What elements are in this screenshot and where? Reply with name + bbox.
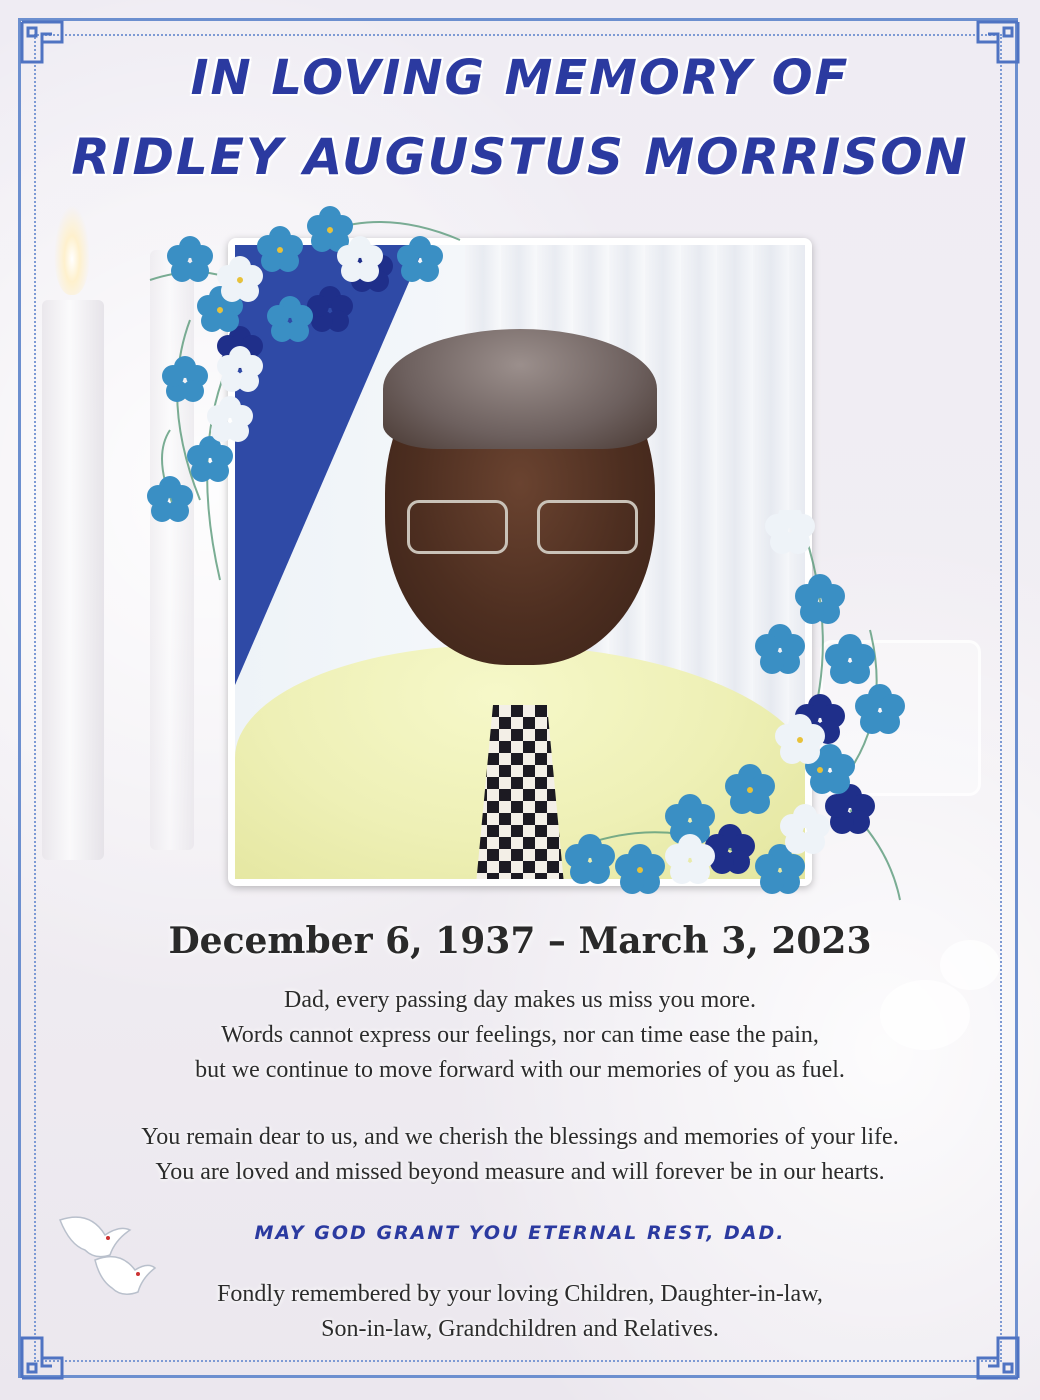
floral-ornament-icon (550, 510, 910, 920)
verse-line: You are loved and missed beyond measure and will forever be in our hearts. (155, 1159, 885, 1185)
title-heading: IN LOVING MEMORY OF (190, 50, 850, 106)
verse-line: but we continue to move forward with our memories of you as fuel. (195, 1057, 845, 1083)
signoff-paragraph (40, 1277, 1000, 1347)
signoff-line: Son-in-law, Grandchildren and Relatives. (321, 1316, 719, 1342)
signoff-line: Fondly remembered by your loving Children, Daughter-in-law, (217, 1281, 823, 1307)
verse-paragraph-2 (40, 1120, 1000, 1190)
prayer-line: MAY GOD GRANT YOU ETERNAL REST, DAD. (254, 1222, 786, 1244)
floral-ornament-icon (130, 200, 490, 600)
deceased-name: RIDLEY AUGUSTUS MORRISON (71, 128, 969, 186)
verse-line: Dad, every passing day makes us miss you more. (284, 987, 756, 1013)
life-dates: December 6, 1937 – March 3, 2023 (168, 920, 872, 962)
verse-paragraph-1 (40, 983, 1000, 1088)
verse-line: Words cannot express our feelings, nor can time ease the pain, (221, 1022, 819, 1048)
verse-line: You remain dear to us, and we cherish the blessings and memories of your life. (141, 1124, 899, 1150)
